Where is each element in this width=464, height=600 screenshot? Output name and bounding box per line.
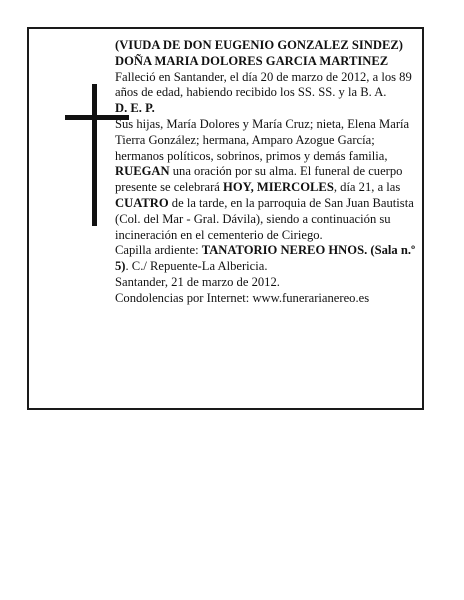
capilla-venue: TANATORIO NEREO HNOS. (Sala n.º 5) xyxy=(115,243,416,274)
capilla-ardiente xyxy=(115,243,420,275)
miercoles-word: MIERCOLES xyxy=(256,180,334,195)
capilla-label: Capilla ardiente: xyxy=(115,243,202,258)
funeral-text-3: de la tarde, en la parroquia de San Juan Bautista (Col. del Mar - Gral. Dávila), siendo a continuación su incineración en el cementerio de Ciriego. xyxy=(115,195,414,242)
ruegan-word: RUEGAN xyxy=(115,164,170,179)
widow-line: (VIUDA DE DON EUGENIO GONZALEZ SINDEZ) xyxy=(115,38,403,52)
funeral-text-1: una oración por su alma. El funeral de cuerpo presente se celebrará xyxy=(115,164,403,195)
deceased-name: DOÑA MARIA DOLORES GARCIA MARTINEZ xyxy=(115,53,389,68)
death-info: Falleció en Santander, el día 20 de marzo de 2012, a los 89 años de edad, habiendo recibido los SS. SS. y la B. A. xyxy=(115,69,412,100)
family-list: Sus hijas, María Dolores y María Cruz; nieta, Elena María Tierra González; hermana, Amparo Azogue García; hermanos políticos, sobrinos, primos y demás familia, xyxy=(115,116,410,163)
comma-sep: , xyxy=(250,180,257,195)
place-date: Santander, 21 de marzo de 2012. xyxy=(115,274,280,289)
capilla-address: . C./ Repuente-La Albericia. xyxy=(125,259,268,274)
funeral-paragraph xyxy=(115,164,420,243)
hoy-word: HOY xyxy=(223,180,251,195)
condolences-line: Condolencias por Internet: www.funerarianereo.es xyxy=(115,290,370,305)
funeral-text-2: , día 21, a las xyxy=(333,180,401,195)
obituary-text xyxy=(115,38,420,307)
cuatro-word: CUATRO xyxy=(115,195,169,210)
dep-line: D. E. P. xyxy=(115,101,155,116)
